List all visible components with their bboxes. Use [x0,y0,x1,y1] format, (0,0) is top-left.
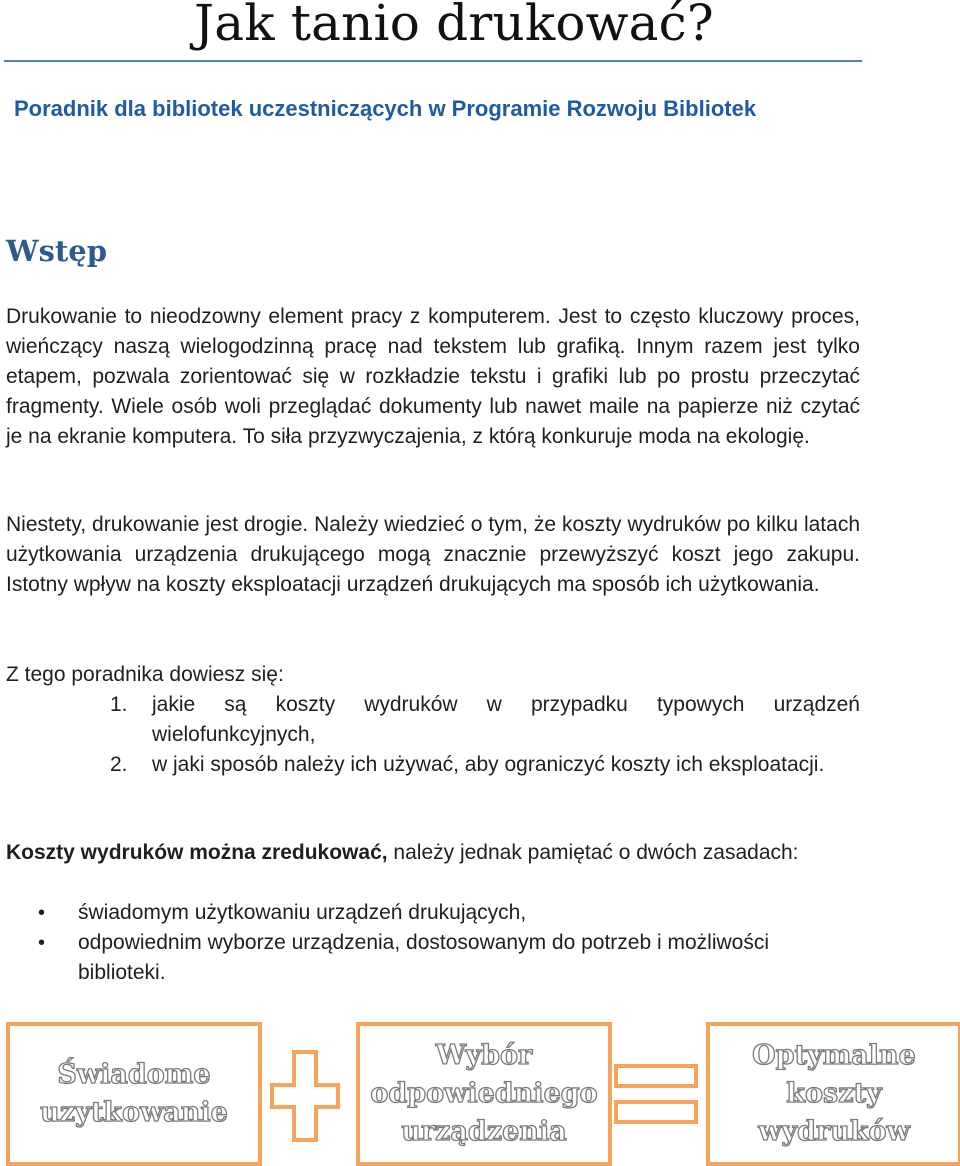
document-subtitle: Poradnik dla bibliotek uczestniczących w Programie Rozwoju Bibliotek [14,96,757,121]
principles-list [30,898,770,988]
list-item-text: jakie są koszty wydruków w przypadku typowych urządzeń wielofunkcyjnych, [152,693,860,746]
bullet-icon: • [38,902,46,924]
title-underline [4,60,862,62]
equals-bar-bottom [616,1102,696,1122]
intro-paragraph: Drukowanie to nieodzowny element pracy z komputerem. Jest to często kluczowy proces, wieńczący naszą wielogodzinną pracę nad tekstem lub grafiką. Innym razem jest tylko etapem, pozwala zorientować się w rozkładzie tekstu i grafiki lub po prostu przeczytać fragmenty. Wiele osób woli przeglądać dokumenty lub nawet maile na papierze niż czytać je na ekranie komputera. To siła przyzwyczajenia, z którą konkuruje moda na ekologię. [6,305,860,448]
document-title: Jak tanio drukować? [194,0,714,52]
principles-list-item [30,928,770,988]
list-number: 2. [110,753,128,776]
learn-intro: Z tego poradnika dowiesz się: [6,663,284,686]
section-heading: Wstęp [6,234,108,268]
list-item-text: świadomym użytkowaniu urządzeń drukujących, [78,901,527,924]
diagram-box-label: Świadome uzytkowanie [40,1059,228,1128]
plus-icon [270,1050,340,1142]
diagram-box-device-choice [356,1022,612,1166]
learn-list-item [110,690,860,750]
diagram-box-label: Optymalne koszty wydruków [752,1040,916,1147]
diagram-box-label: Wybór odpowiedniego urządzenia [370,1040,598,1147]
learn-list-item [110,750,860,780]
list-item-text: w jaki sposób należy ich używać, aby ograniczyć koszty ich eksploatacji. [152,753,825,776]
plus-shape [272,1052,338,1140]
principles-list-item [30,898,770,928]
cost-paragraph: Niestety, drukowanie jest drogie. Należy wiedzieć o tym, że koszty wydruków po kilku latach użytkowania urządzenia drukującego mogą znacznie przewyższyć koszt jego zakupu. Istotny wpływ na koszty eksploatacji urządzeń drukujących ma sposób ich użytkowania. [6,513,860,596]
equals-icon [614,1060,698,1130]
equals-bar-top [616,1066,696,1086]
principles-paragraph [6,838,860,868]
principles-bold-lead: Koszty wydruków można zredukować, [6,841,388,864]
principles-rest: należy jednak pamiętać o dwóch zasadach: [387,841,799,864]
bullet-icon: • [38,932,46,954]
diagram-box-optimal-costs [706,1022,960,1166]
list-number: 1. [110,693,128,716]
diagram-box-aware-use [6,1022,262,1166]
learn-list [110,690,860,780]
list-item-text: odpowiednim wyborze urządzenia, dostosowanym do potrzeb i możliwości biblioteki. [78,931,770,984]
